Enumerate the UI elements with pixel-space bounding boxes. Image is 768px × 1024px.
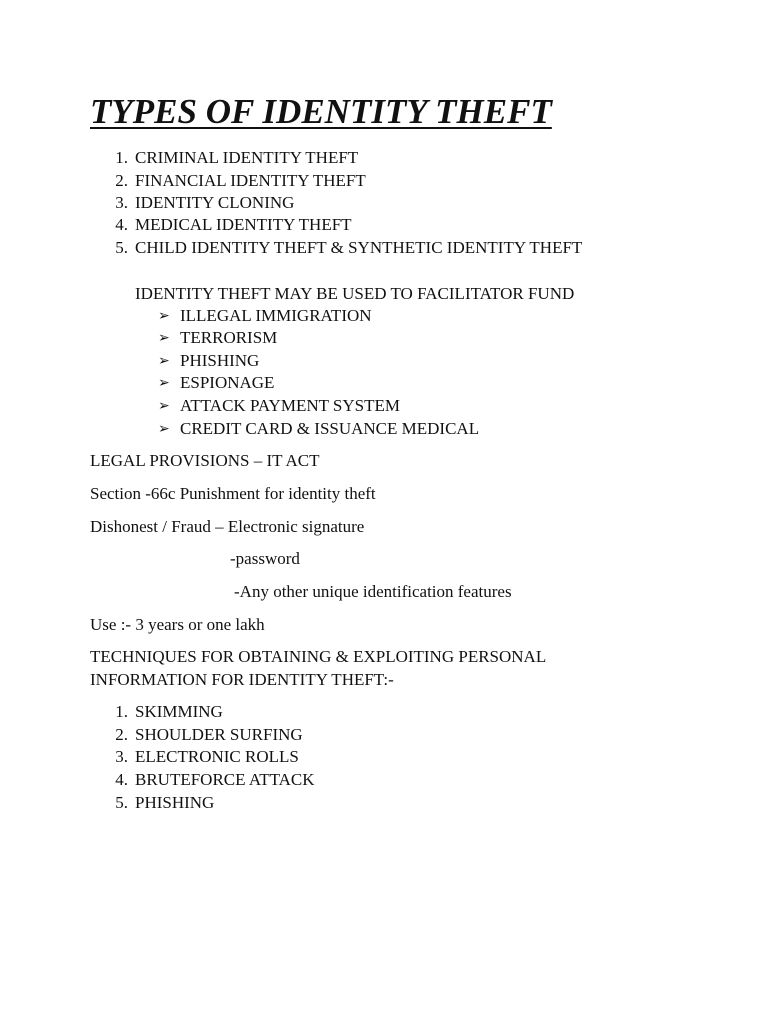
- techniques-heading-line-2: INFORMATION FOR IDENTITY THEFT:-: [90, 670, 394, 689]
- list-text: CHILD IDENTITY THEFT & SYNTHETIC IDENTITY THEFT: [135, 238, 583, 257]
- list-number: 1.: [115, 702, 128, 721]
- list-text: PHISHING: [135, 793, 215, 812]
- list-number: 4.: [115, 215, 128, 234]
- arrow-bullet-icon: ➢: [158, 398, 170, 414]
- list-text: SHOULDER SURFING: [135, 725, 303, 744]
- password-line: -password: [230, 549, 300, 568]
- unique-features-line: -Any other unique identification features: [234, 582, 512, 601]
- list-number: 5.: [115, 793, 128, 812]
- bullet-text: CREDIT CARD & ISSUANCE MEDICAL: [180, 419, 480, 438]
- arrow-bullet-icon: ➢: [158, 330, 170, 346]
- list-number: 1.: [115, 148, 128, 167]
- bullet-text: PHISHING: [180, 351, 260, 370]
- section-line: Section -66c Punishment for identity theft: [90, 484, 376, 503]
- arrow-bullet-icon: ➢: [158, 353, 170, 369]
- list-text: FINANCIAL IDENTITY THEFT: [135, 171, 366, 190]
- techniques-heading-line-1: TECHNIQUES FOR OBTAINING & EXPLOITING PERSONAL: [90, 647, 547, 666]
- list-text: ELECTRONIC ROLLS: [135, 747, 299, 766]
- bullet-text: ESPIONAGE: [180, 373, 275, 392]
- list-number: 3.: [115, 747, 128, 766]
- list-number: 5.: [115, 238, 128, 257]
- dishonest-line: Dishonest / Fraud – Electronic signature: [90, 517, 365, 536]
- list-text: BRUTEFORCE ATTACK: [135, 770, 315, 789]
- use-line: Use :- 3 years or one lakh: [90, 615, 265, 634]
- list-number: 4.: [115, 770, 128, 789]
- arrow-bullet-icon: ➢: [158, 308, 170, 324]
- list-number: 3.: [115, 193, 128, 212]
- legal-heading: LEGAL PROVISIONS – IT ACT: [90, 451, 320, 470]
- bullet-text: ILLEGAL IMMIGRATION: [180, 306, 372, 325]
- bullet-text: ATTACK PAYMENT SYSTEM: [180, 396, 401, 415]
- fund-heading: IDENTITY THEFT MAY BE USED TO FACILITATOR FUND: [135, 284, 575, 303]
- list-number: 2.: [115, 725, 128, 744]
- list-text: CRIMINAL IDENTITY THEFT: [135, 148, 359, 167]
- list-text: IDENTITY CLONING: [135, 193, 295, 212]
- arrow-bullet-icon: ➢: [158, 421, 170, 437]
- list-number: 2.: [115, 171, 128, 190]
- bullet-text: TERRORISM: [180, 328, 278, 347]
- list-text: SKIMMING: [135, 702, 223, 721]
- page-title: TYPES OF IDENTITY THEFT: [90, 92, 552, 131]
- arrow-bullet-icon: ➢: [158, 375, 170, 391]
- list-text: MEDICAL IDENTITY THEFT: [135, 215, 352, 234]
